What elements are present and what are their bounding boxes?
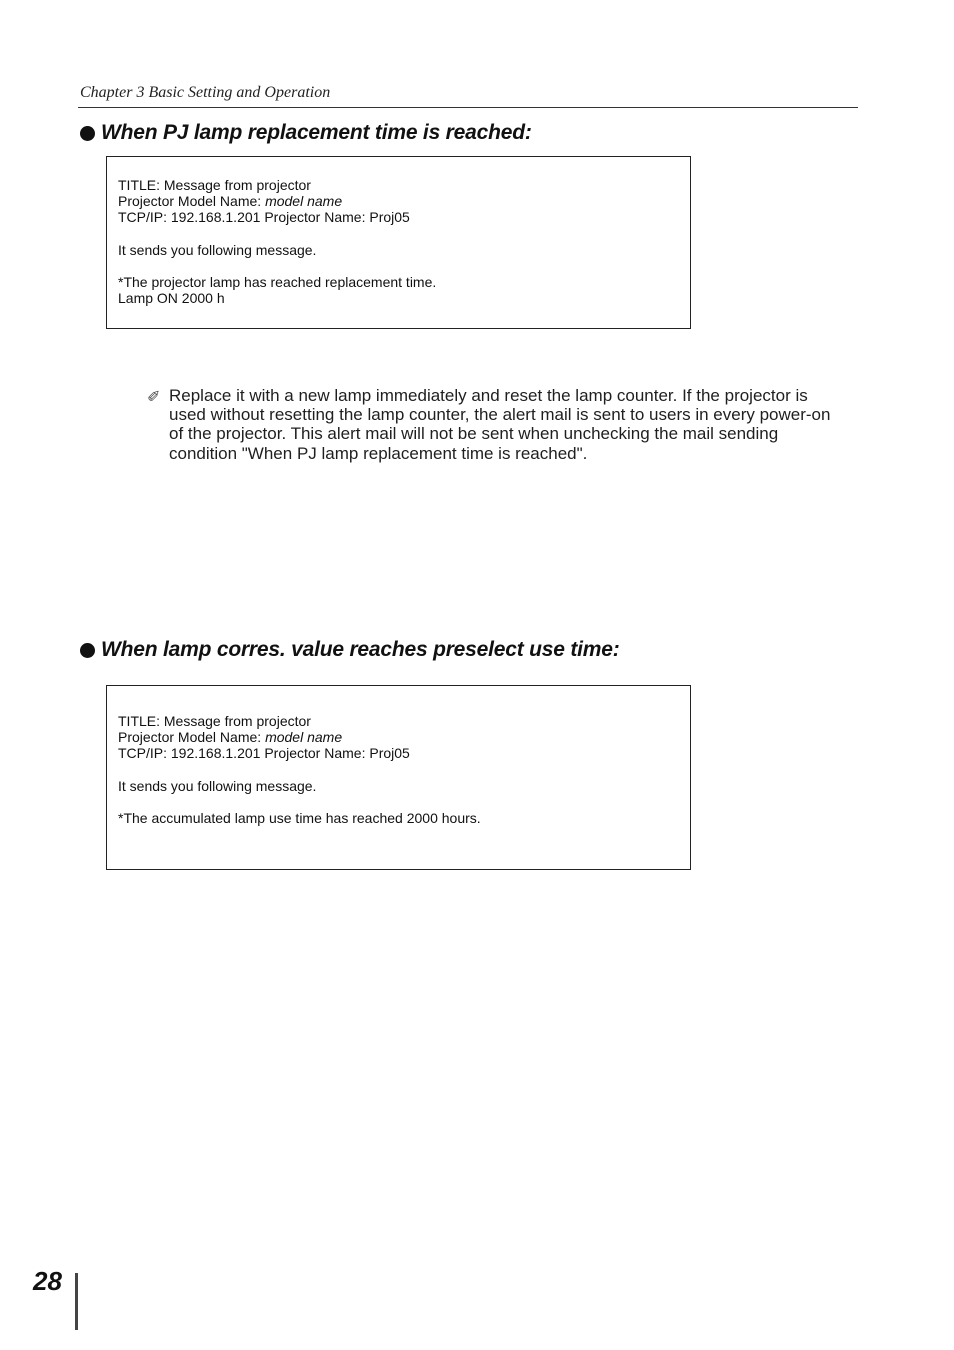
message-body-line: Lamp ON 2000 h [118,290,225,307]
message-body-line: *The accumulated lamp use time has reached 2000 hours. [118,810,481,827]
model-value: model name [265,193,343,210]
section-heading-text: When PJ lamp replacement time is reached: [101,121,532,144]
bullet-icon [80,643,95,658]
chapter-title: Chapter 3 Basic Setting and Operation [80,84,331,101]
spacer [118,258,690,274]
model-label: Projector Model Name: [118,729,266,746]
message-title-line: TITLE: Message from projector [118,177,311,193]
message-intro-line: It sends you following message. [118,777,317,794]
message-intro-line: It sends you following message. [118,241,317,258]
bullet-icon [80,126,95,141]
email-message-box [106,156,691,329]
page-number: 28 [33,1266,62,1296]
section-heading-lamp-use-time [80,638,620,662]
message-body-line: *The projector lamp has reached replacement time. [118,274,437,291]
message-model-line [118,729,690,745]
pencil-icon: ✐ [147,389,161,406]
spacer [118,794,690,810]
note [147,386,837,463]
section-heading-text: When lamp corres. value reaches preselect use time: [101,638,620,661]
header-divider [78,107,858,108]
message-tcp-line: TCP/IP: 192.168.1.201 Projector Name: Proj05 [118,745,410,762]
note-text: Replace it with a new lamp immediately and reset the lamp counter. If the projector is used without resetting the lamp counter, the alert mail is sent to users in every power-on of the projector. This alert mail will not be sent when unchecking the mail sending condition "When PJ lamp replacement time is reached". [169,386,831,463]
page-number-bar [75,1273,78,1330]
message-model-line [118,193,690,209]
model-value: model name [265,729,343,746]
spacer [118,226,690,242]
spacer [118,762,690,778]
model-label: Projector Model Name: [118,193,266,210]
message-tcp-line: TCP/IP: 192.168.1.201 Projector Name: Proj05 [118,209,410,226]
section-heading-lamp-replacement [80,121,532,145]
message-title-line: TITLE: Message from projector [118,713,311,729]
email-message-box [106,685,691,870]
